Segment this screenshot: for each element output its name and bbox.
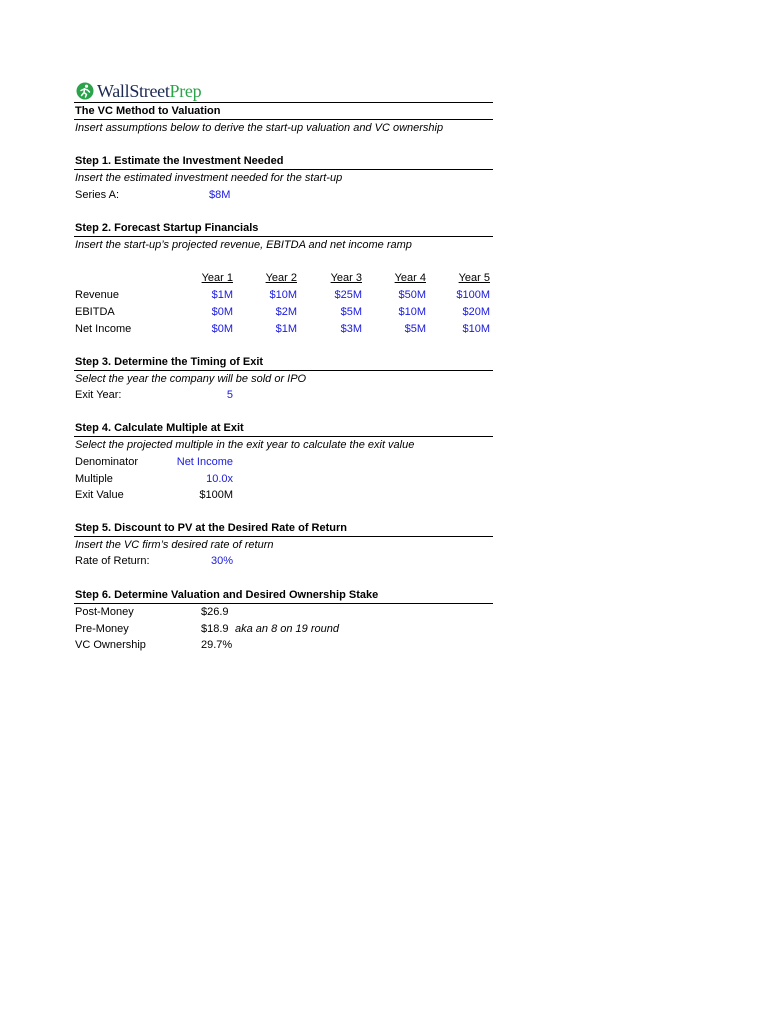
step3-rule — [74, 370, 493, 371]
step5-note: Insert the VC firm’s desired rate of return — [75, 539, 274, 551]
step5-rule — [74, 536, 493, 537]
step1-heading: Step 1. Estimate the Investment Needed — [75, 155, 284, 167]
year-header-3: Year 3 — [330, 272, 362, 284]
pre-money-value: $18.9 — [201, 623, 229, 635]
year-header-2: Year 2 — [265, 272, 297, 284]
pre-money-label: Pre-Money — [75, 623, 129, 635]
multiple-label: Multiple — [75, 473, 113, 485]
exit-year-input[interactable]: 5 — [226, 389, 233, 401]
step4-rule — [74, 436, 493, 437]
step1-note: Insert the estimated investment needed for the start-up — [75, 172, 343, 184]
step4-note: Select the projected multiple in the exit year to calculate the exit value — [75, 439, 415, 451]
step5-heading: Step 5. Discount to PV at the Desired Rate of Return — [75, 522, 347, 534]
net-income-year2[interactable]: $1M — [275, 323, 297, 335]
net-income-year1[interactable]: $0M — [211, 323, 233, 335]
year-header-5: Year 5 — [458, 272, 490, 284]
step2-note: Insert the start-up’s projected revenue, EBITDA and net income ramp — [75, 239, 412, 251]
vc-ownership-value: 29.7% — [201, 639, 233, 651]
rate-of-return-input[interactable]: 30% — [210, 555, 233, 567]
ebitda-year4[interactable]: $10M — [398, 306, 426, 318]
post-money-value: $26.9 — [201, 606, 229, 618]
net-income-label: Net Income — [75, 323, 132, 335]
logo-word-wallstreet: WallStreet — [97, 80, 170, 101]
revenue-year5[interactable]: $100M — [456, 289, 490, 301]
step6-heading: Step 6. Determine Valuation and Desired Ownership Stake — [75, 589, 379, 601]
step4-heading: Step 4. Calculate Multiple at Exit — [75, 422, 244, 434]
exit-value: $100M — [199, 489, 233, 501]
vc-ownership-label: VC Ownership — [75, 639, 146, 651]
net-income-year4[interactable]: $5M — [404, 323, 426, 335]
step2-rule — [74, 236, 493, 237]
step3-note: Select the year the company will be sold or IPO — [75, 373, 307, 385]
post-money-label: Post-Money — [75, 606, 134, 618]
revenue-label: Revenue — [75, 289, 120, 301]
logo-word-prep: Prep — [169, 80, 202, 101]
series-a-input[interactable]: $8M — [209, 189, 231, 201]
ebitda-label: EBITDA — [75, 306, 115, 318]
page-subtitle: Insert assumptions below to derive the start-up valuation and VC ownership — [75, 122, 444, 134]
step2-heading: Step 2. Forecast Startup Financials — [75, 222, 259, 234]
ebitda-year5[interactable]: $20M — [462, 306, 490, 318]
title-top-rule — [74, 102, 493, 103]
title-bottom-rule — [74, 119, 493, 120]
net-income-year3[interactable]: $3M — [340, 323, 362, 335]
step3-heading: Step 3. Determine the Timing of Exit — [75, 356, 264, 368]
exit-year-label: Exit Year: — [75, 389, 122, 401]
revenue-year2[interactable]: $10M — [269, 289, 297, 301]
revenue-year3[interactable]: $25M — [334, 289, 362, 301]
multiple-input[interactable]: 10.0x — [206, 473, 233, 485]
revenue-year4[interactable]: $50M — [398, 289, 426, 301]
wall-street-prep-logo — [76, 80, 201, 102]
series-a-label: Series A: — [75, 189, 120, 201]
ebitda-year2[interactable]: $2M — [275, 306, 297, 318]
step1-rule — [74, 169, 493, 170]
net-income-year5[interactable]: $10M — [462, 323, 490, 335]
step6-rule — [74, 603, 493, 604]
revenue-year1[interactable]: $1M — [211, 289, 233, 301]
rate-of-return-label: Rate of Return: — [75, 555, 150, 567]
ebitda-year1[interactable]: $0M — [211, 306, 233, 318]
year-header-1: Year 1 — [201, 272, 233, 284]
ebitda-year3[interactable]: $5M — [340, 306, 362, 318]
page-title: The VC Method to Valuation — [75, 105, 221, 117]
year-header-4: Year 4 — [394, 272, 426, 284]
exit-value-label: Exit Value — [75, 489, 124, 501]
pre-money-note: aka an 8 on 19 round — [235, 623, 339, 635]
denominator-select[interactable]: Net Income — [176, 456, 233, 468]
runner-logo-icon — [76, 82, 94, 100]
denominator-label: Denominator — [75, 456, 138, 468]
